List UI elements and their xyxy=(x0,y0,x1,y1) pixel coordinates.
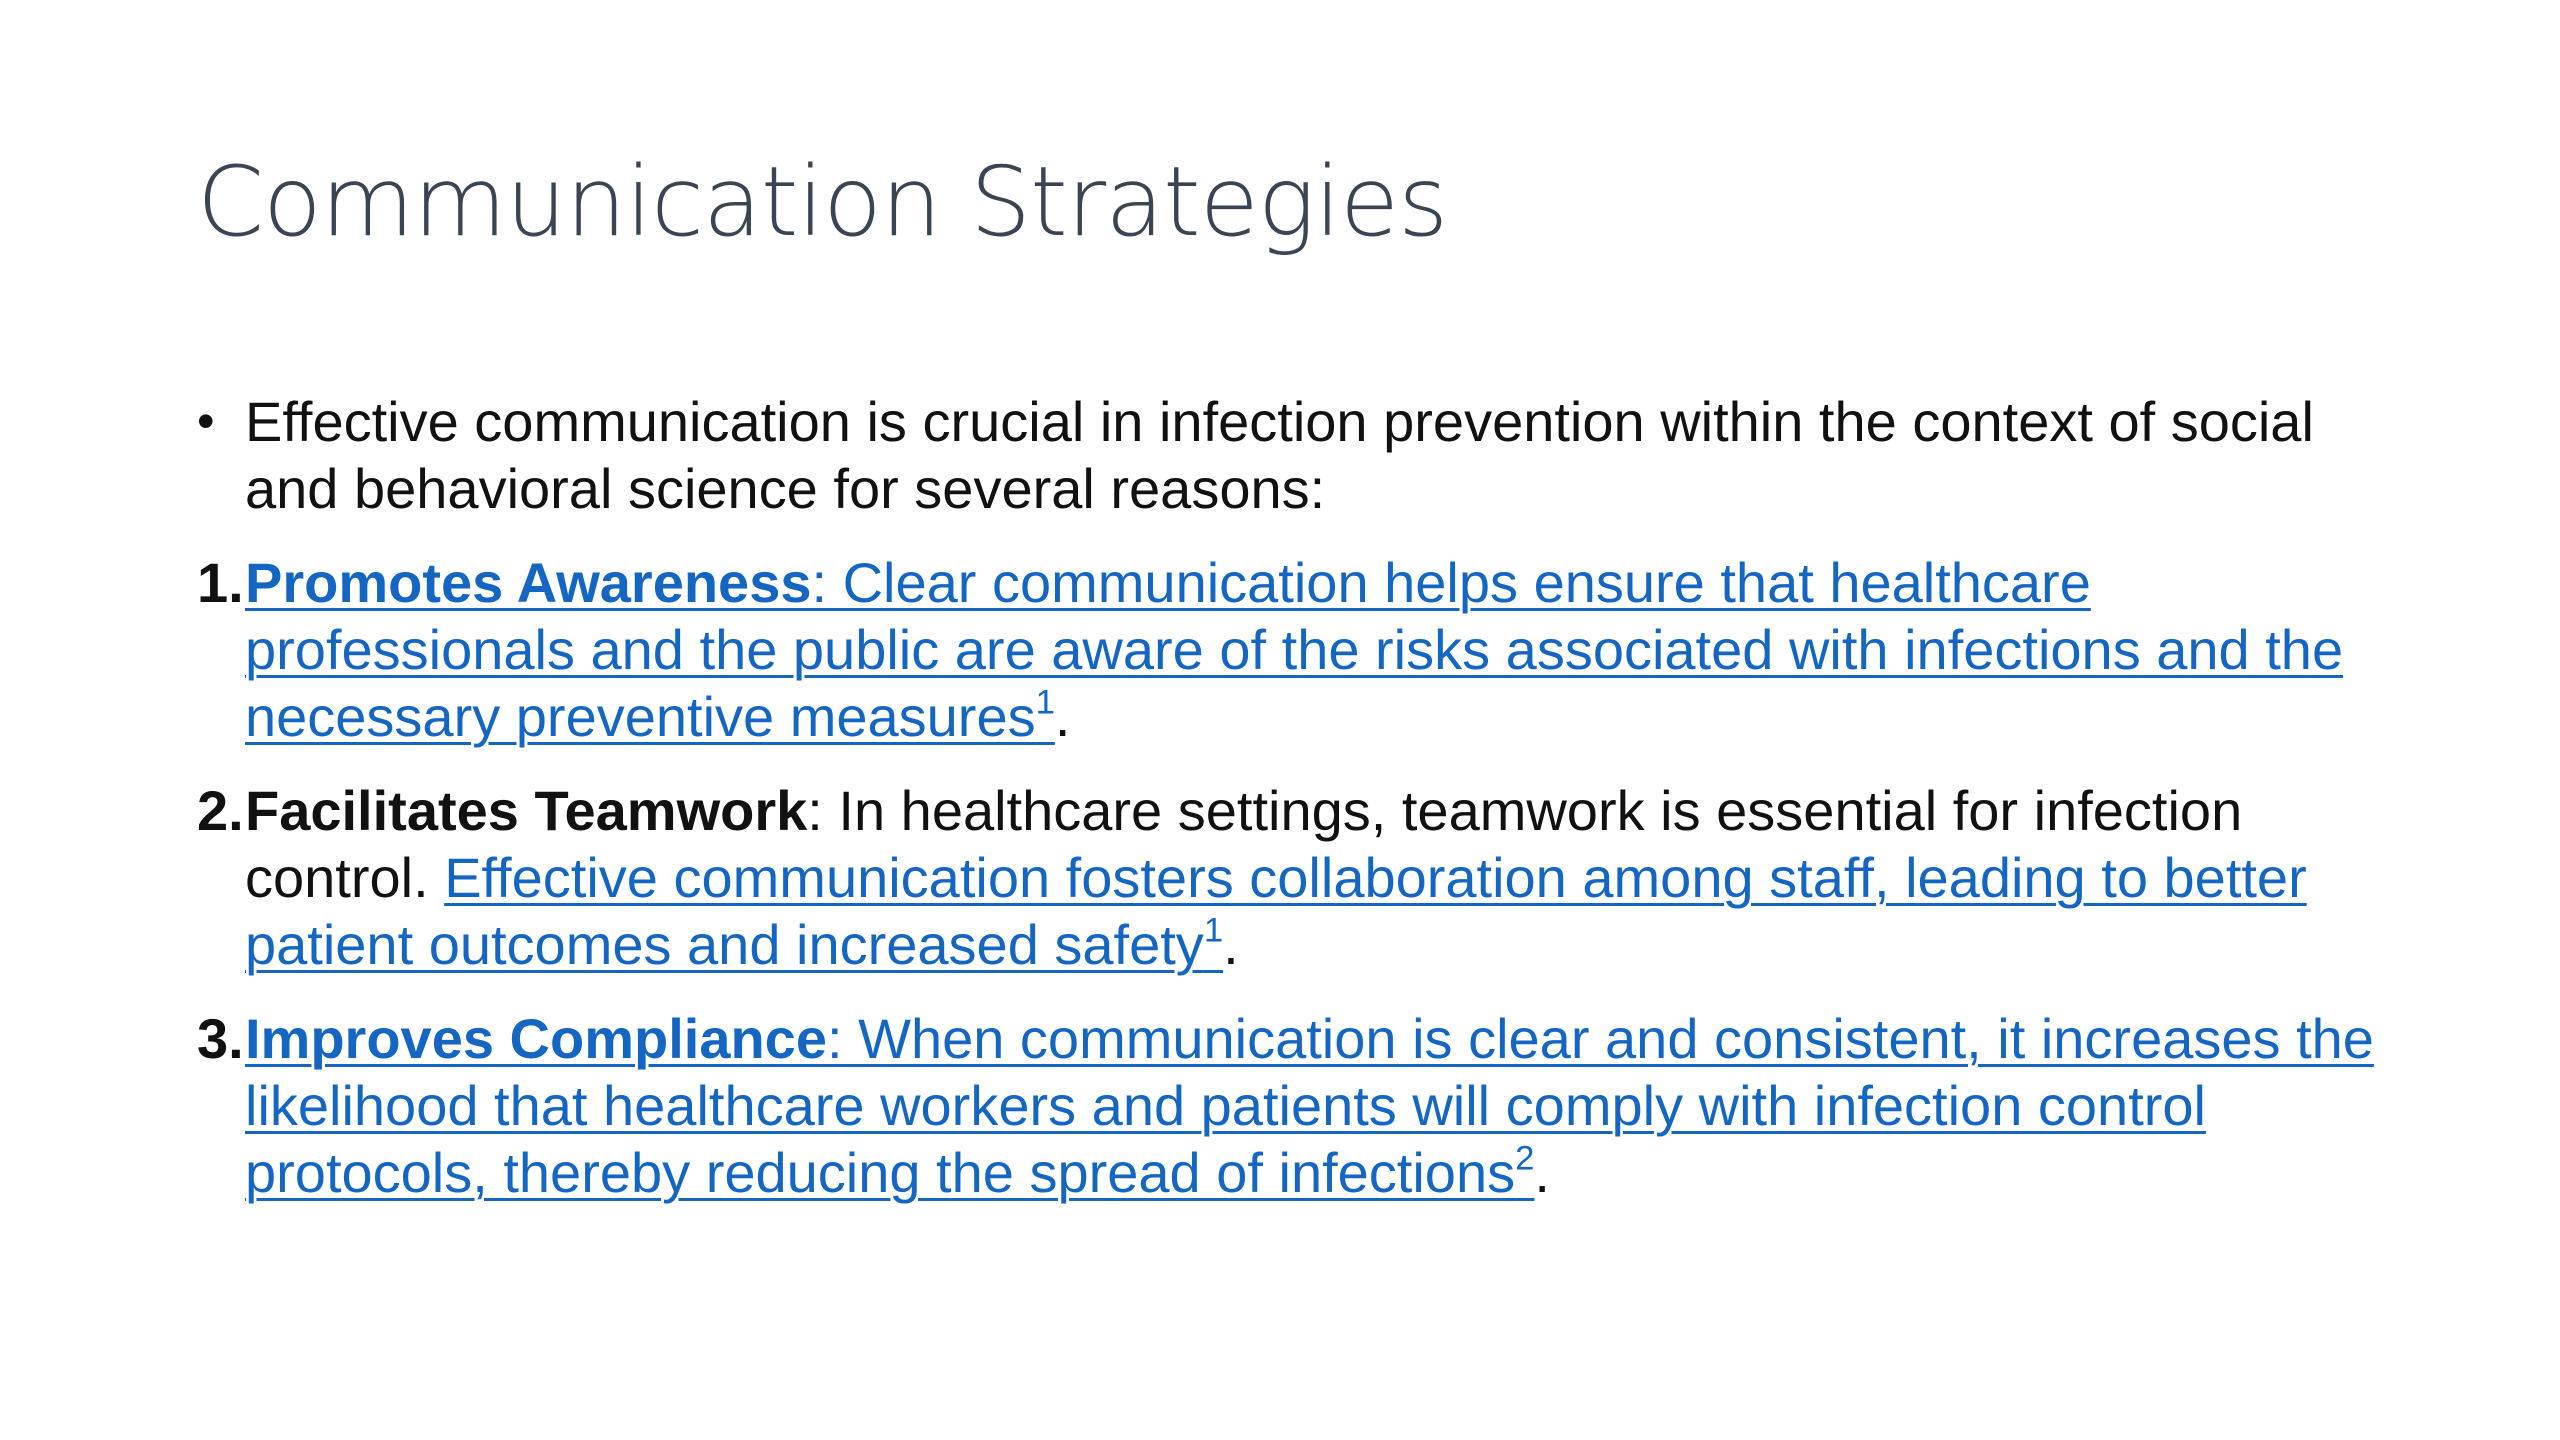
facilitates-teamwork-link-text: Effective communication fosters collaboration among staff, leading to better patient outcomes and increased safety xyxy=(245,846,2307,976)
promotes-awareness-heading: Promotes Awareness xyxy=(245,551,812,614)
citation-ref: 2 xyxy=(1515,1139,1535,1178)
slide-body xyxy=(197,388,2417,1233)
list-item-facilitates-teamwork xyxy=(197,777,2417,978)
facilitates-teamwork-plain-text: : In healthcare settings, teamwork is essential for infection control. xyxy=(245,779,2243,909)
list-item-promotes-awareness xyxy=(197,549,2417,750)
sentence-end: . xyxy=(1534,1141,1550,1204)
citation-ref: 1 xyxy=(1203,911,1224,950)
citation-ref: 1 xyxy=(1035,683,1055,722)
list-item-improves-compliance xyxy=(197,1005,2417,1206)
facilitates-teamwork-link[interactable] xyxy=(245,846,2307,976)
list-number: 2. xyxy=(197,779,244,842)
promotes-awareness-link[interactable] xyxy=(245,551,2343,748)
improves-compliance-link[interactable] xyxy=(245,1007,2374,1204)
sentence-end: . xyxy=(1223,913,1239,976)
improves-compliance-heading: Improves Compliance xyxy=(245,1007,827,1070)
bullet-marker: • xyxy=(197,393,215,449)
bullet-intro xyxy=(197,388,2417,522)
list-number: 3. xyxy=(197,1007,244,1070)
facilitates-teamwork-heading: Facilitates Teamwork xyxy=(245,779,808,842)
slide-title: Communication Strategies xyxy=(197,146,1448,258)
bullet-intro-text: Effective communication is crucial in infection prevention within the context of social and behavioral science for several reasons: xyxy=(245,390,2314,520)
list-number: 1. xyxy=(197,551,244,614)
improves-compliance-text: : When communication is clear and consistent, it increases the likelihood that healthcare workers and patients will comply with infection control protocols, thereby reducing the spread of infections xyxy=(245,1007,2374,1204)
promotes-awareness-text: : Clear communication helps ensure that healthcare professionals and the public are aware of the risks associated with infections and the necessary preventive measures xyxy=(245,551,2344,748)
sentence-end: . xyxy=(1054,685,1071,748)
